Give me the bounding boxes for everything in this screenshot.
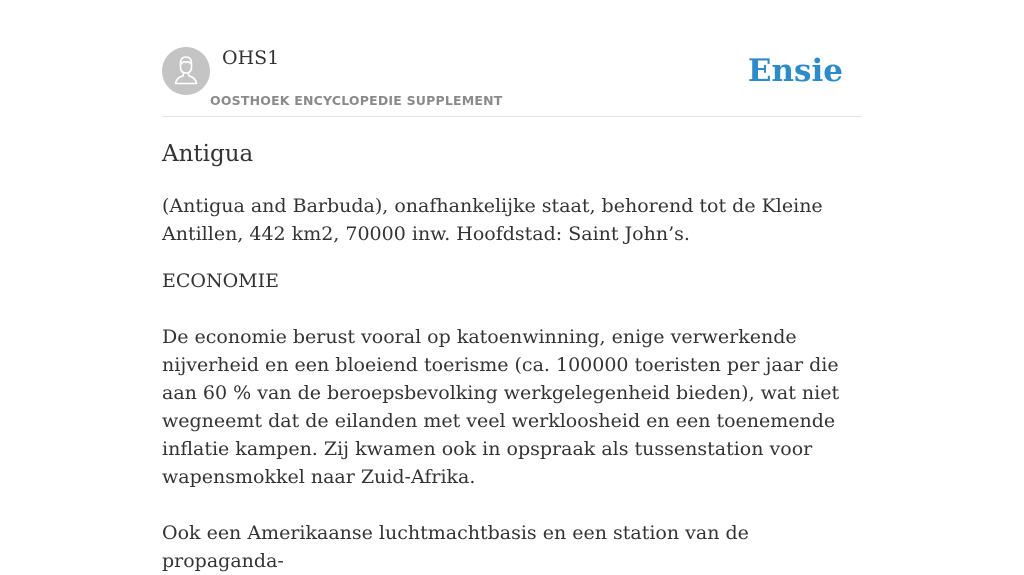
user-icon <box>162 47 210 95</box>
article-title: Antigua <box>162 141 254 167</box>
article-content <box>162 138 862 575</box>
article-paragraph: De economie berust vooral op katoenwinning, enige verwerkende nijverheid en een bloeiend toerisme (ca. 100000 toeristen per jaar die aan 60 % van de beroepsbevolking werkgelegenheid bieden), wat niet wegneemt dat de eilanden met veel werkloosheid en een toenemende inflatie kampen. Zij kwamen ook in opspraak als tussenstation voor wapensmokkel naar Zuid-Afrika. <box>162 326 840 488</box>
brand-logo[interactable]: Ensie <box>747 53 843 89</box>
article-paragraph: Ook een Amerikaanse luchtmachtbasis en een station van de propaganda- <box>162 522 749 572</box>
article-intro: (Antigua and Barbuda), onafhankelijke staat, behorend tot de Kleine Antillen, 442 km2, 70000 inw. Hoofdstad: Saint John’s. <box>162 195 823 245</box>
source-label[interactable]: OOSTHOEK ENCYCLOPEDIE SUPPLEMENT <box>210 93 503 108</box>
header <box>162 46 862 117</box>
author-name[interactable]: OHS1 <box>222 47 280 69</box>
section-heading: ECONOMIE <box>162 270 280 292</box>
avatar[interactable] <box>162 47 210 95</box>
